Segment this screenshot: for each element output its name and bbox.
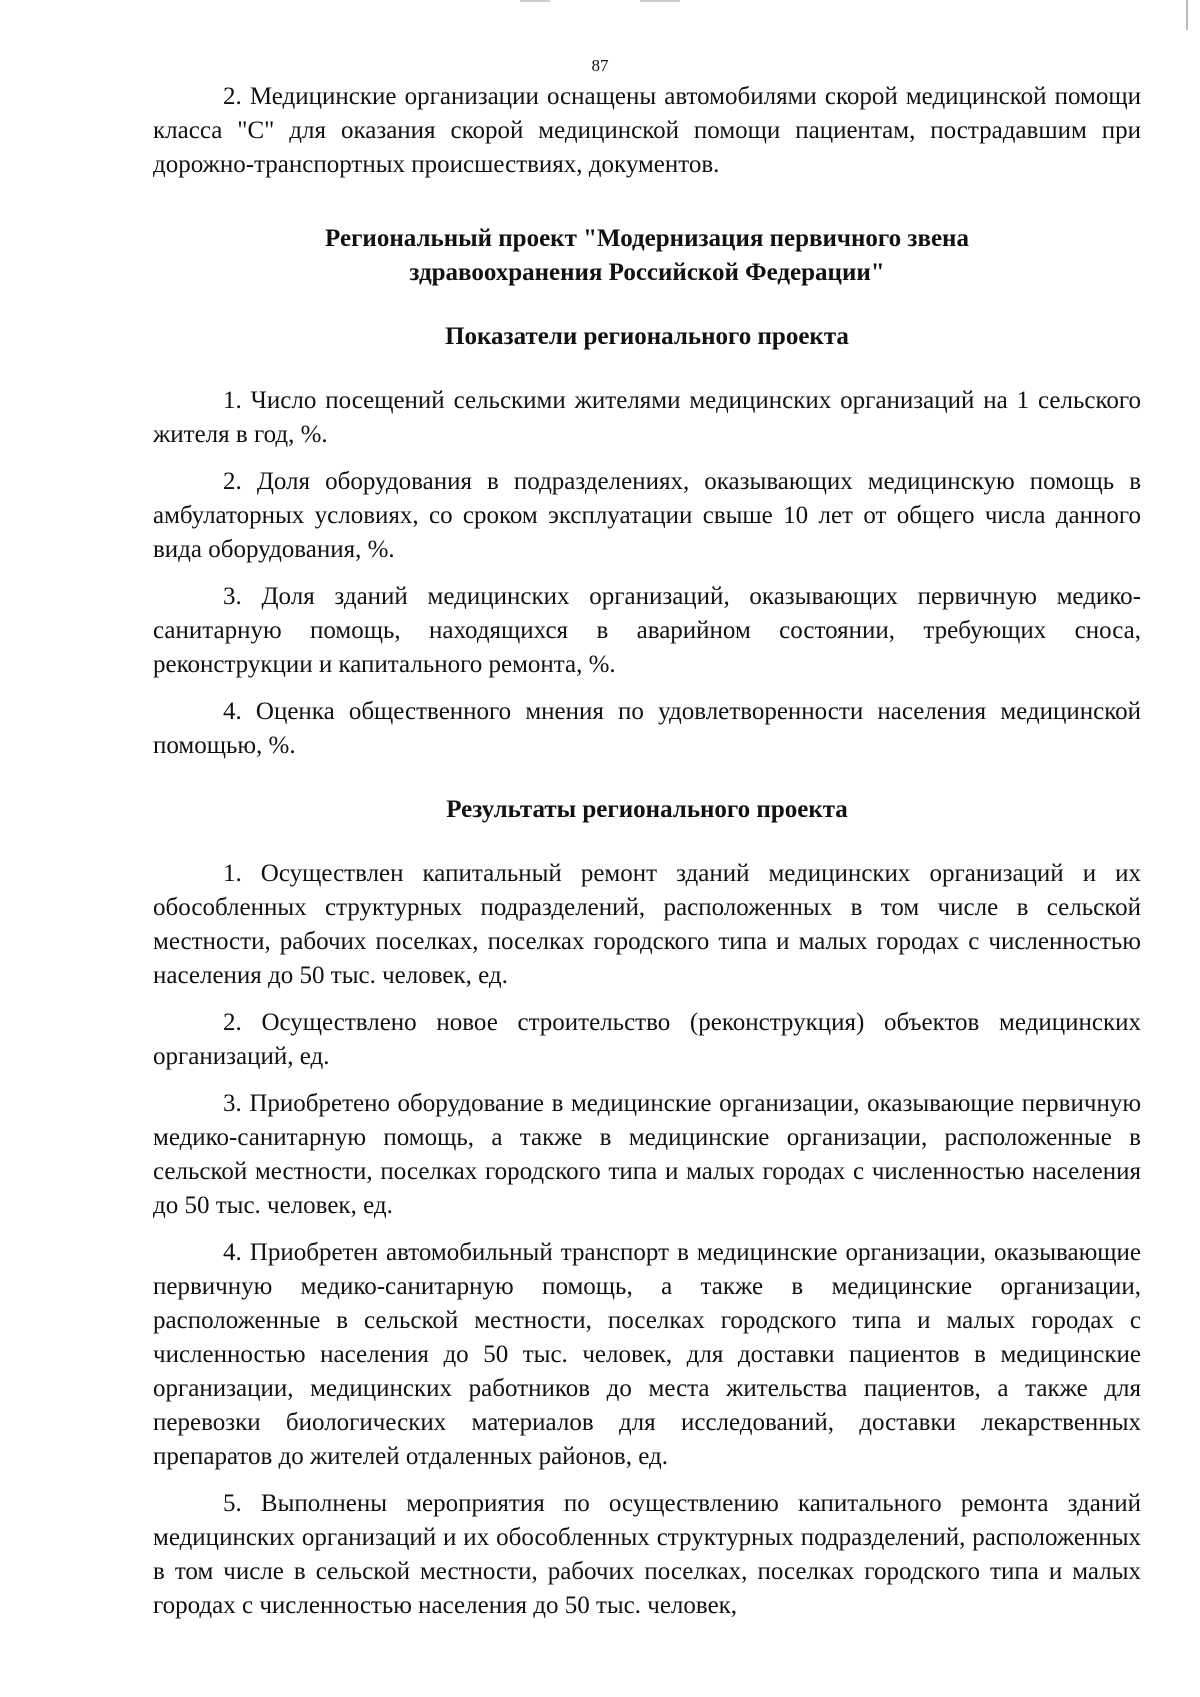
result-item-5: 5. Выполнены мероприятия по осуществлению капитального ремонта зданий медицинских организаций и их обособленных структурных подразделений, расположенных в том числе в сельской местности, рабочих поселках, поселках городского типа и малых городах с численностью населения до 50 тыс. человек, — [153, 1490, 1141, 1619]
result-item-4: 4. Приобретен автомобильный транспорт в медицинские организации, оказывающие первичную медико-санитарную помощь, а также в медицинские организации, расположенные в сельской местности, поселках городского типа и малых городах с численностью населения до 50 тыс. человек, для доставки пациентов в медицинские организации, медицинских работников до места жительства пациентов, а также для перевозки биологических материалов для исследований, доставки лекарственных препаратов до жителей отдаленных районов, ед. — [153, 1239, 1141, 1470]
project-title-line2: здравоохранения Российской Федерации" — [409, 259, 885, 286]
scan-artifact — [640, 0, 680, 2]
results-heading: Результаты регионального проекта — [446, 796, 848, 823]
result-item-3: 3. Приобретено оборудование в медицинские организации, оказывающие первичную медико-санитарную помощь, а также в медицинские организации, расположенные в сельской местности, поселках городского типа и малых городах с численностью населения до 50 тыс. человек, ед. — [153, 1090, 1141, 1219]
indicators-heading: Показатели регионального проекта — [445, 323, 849, 350]
indicator-item-4: 4. Оценка общественного мнения по удовлетворенности населения медицинской помощью, %. — [153, 698, 1141, 759]
result-item-1: 1. Осуществлен капитальный ремонт зданий медицинских организаций и их обособленных структурных подразделений, расположенных в том числе в сельской местности, рабочих поселках, поселках городского типа и малых городах с численностью населения до 50 тыс. человек, ед. — [153, 860, 1141, 989]
page-number: 87 — [591, 56, 609, 75]
scan-edge — [1186, 0, 1188, 30]
scan-artifact — [520, 0, 550, 2]
project-title — [153, 222, 1141, 290]
intro-paragraph: 2. Медицинские организации оснащены автомобилями скорой медицинской помощи класса "С" для оказания скорой медицинской помощи пациентам, пострадавшим при дорожно-транспортных происшествиях, документов. — [153, 83, 1141, 178]
indicator-item-1: 1. Число посещений сельскими жителями медицинских организаций на 1 сельского жителя в год, %. — [153, 387, 1141, 448]
indicator-item-2: 2. Доля оборудования в подразделениях, оказывающих медицинскую помощь в амбулаторных условиях, со сроком эксплуатации свыше 10 лет от общего числа данного вида оборудования, %. — [153, 468, 1141, 563]
project-title-line1: Региональный проект "Модернизация первичного звена — [325, 225, 969, 252]
document-body — [153, 80, 1141, 1623]
result-item-2: 2. Осуществлено новое строительство (реконструкция) объектов медицинских организаций, ед. — [153, 1009, 1141, 1070]
indicator-item-3: 3. Доля зданий медицинских организаций, оказывающих первичную медико-санитарную помощь, находящихся в аварийном состоянии, требующих сноса, реконструкции и капитального ремонта, %. — [153, 583, 1141, 678]
